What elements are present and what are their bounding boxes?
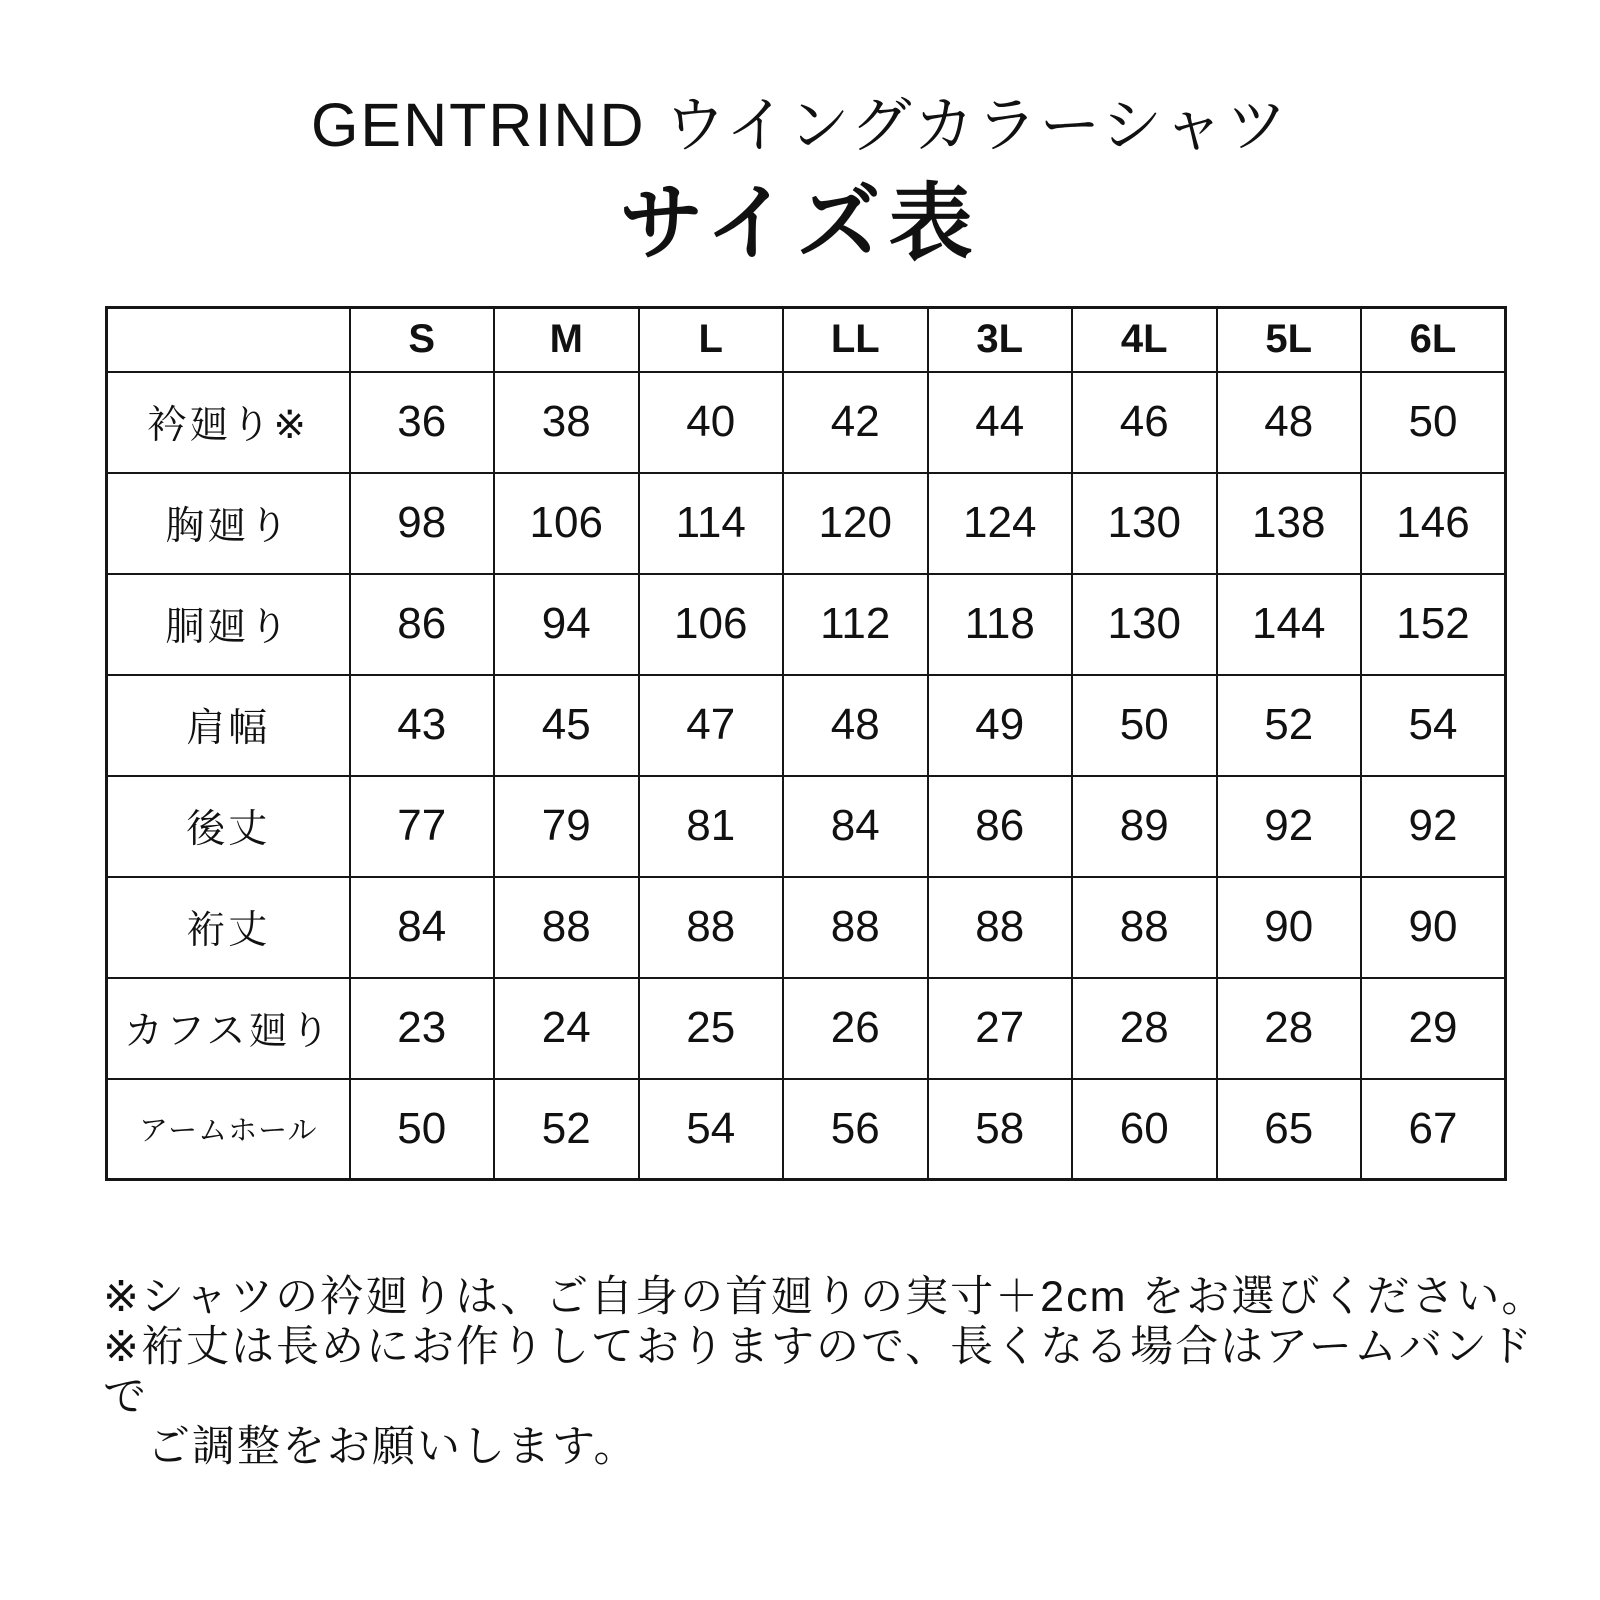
size-value-cell: 77 [350,776,495,877]
row-label: 胴廻り [107,574,350,675]
size-value-cell: 88 [1072,877,1217,978]
size-value-cell: 25 [639,978,784,1079]
size-value-cell: 60 [1072,1079,1217,1180]
size-value-cell: 43 [350,675,495,776]
size-value-cell: 106 [639,574,784,675]
size-value-cell: 40 [639,372,784,473]
corner-cell [107,308,350,372]
size-value-cell: 27 [928,978,1073,1079]
size-value-cell: 50 [350,1079,495,1180]
size-value-cell: 88 [494,877,639,978]
note-sleeve-length: ※裄丈は長めにお作りしておりますので、長くなる場合はアームバンドで [103,1323,1534,1421]
size-value-cell: 28 [1072,978,1217,1079]
size-value-cell: 106 [494,473,639,574]
size-value-cell: 54 [639,1079,784,1180]
size-value-cell: 94 [494,574,639,675]
size-value-cell: 92 [1217,776,1362,877]
size-table [105,306,1507,1181]
size-column-header: 4L [1072,308,1217,372]
size-value-cell: 42 [783,372,928,473]
size-value-cell: 58 [928,1079,1073,1180]
page-subtitle: サイズ表 [619,176,981,270]
size-column-header: S [350,308,495,372]
size-value-cell: 92 [1361,776,1506,877]
size-value-cell: 90 [1361,877,1506,978]
size-table-header-row [107,308,1506,372]
row-label: カフス廻り [107,978,350,1079]
size-value-cell: 49 [928,675,1073,776]
row-label: 胸廻り [107,473,350,574]
size-value-cell: 45 [494,675,639,776]
size-value-cell: 54 [1361,675,1506,776]
size-value-cell: 90 [1217,877,1362,978]
size-value-cell: 118 [928,574,1073,675]
size-value-cell: 56 [783,1079,928,1180]
page-title: GENTRIND ウイングカラーシャツ [310,91,1289,159]
size-value-cell: 88 [639,877,784,978]
row-label: 裄丈 [107,877,350,978]
size-value-cell: 124 [928,473,1073,574]
table-row [107,1079,1506,1180]
row-label: 後丈 [107,776,350,877]
size-table-head [107,308,1506,372]
size-value-cell: 38 [494,372,639,473]
size-value-cell: 50 [1361,372,1506,473]
note-collar-sizing: ※シャツの衿廻りは、ご自身の首廻りの実寸＋2cm をお選びください。 [103,1273,1547,1321]
table-row [107,877,1506,978]
size-column-header: 5L [1217,308,1362,372]
table-row [107,675,1506,776]
size-value-cell: 44 [928,372,1073,473]
table-row [107,372,1506,473]
size-value-cell: 24 [494,978,639,1079]
table-row [107,978,1506,1079]
size-value-cell: 130 [1072,473,1217,574]
note-sleeve-length-continued: ご調整をお願いします。 [147,1423,639,1471]
size-value-cell: 152 [1361,574,1506,675]
size-value-cell: 120 [783,473,928,574]
size-column-header: M [494,308,639,372]
size-value-cell: 47 [639,675,784,776]
size-value-cell: 84 [350,877,495,978]
size-value-cell: 88 [783,877,928,978]
table-row [107,473,1506,574]
row-label: アームホール [107,1079,350,1180]
size-value-cell: 79 [494,776,639,877]
footnotes [103,1272,1553,1472]
size-value-cell: 88 [928,877,1073,978]
size-value-cell: 65 [1217,1079,1362,1180]
size-value-cell: 86 [928,776,1073,877]
size-value-cell: 98 [350,473,495,574]
size-value-cell: 112 [783,574,928,675]
size-value-cell: 114 [639,473,784,574]
size-table-body [107,372,1506,1180]
size-value-cell: 52 [1217,675,1362,776]
row-label: 衿廻り※ [107,372,350,473]
size-value-cell: 144 [1217,574,1362,675]
size-value-cell: 28 [1217,978,1362,1079]
size-value-cell: 146 [1361,473,1506,574]
size-value-cell: 36 [350,372,495,473]
size-value-cell: 52 [494,1079,639,1180]
size-value-cell: 130 [1072,574,1217,675]
size-value-cell: 67 [1361,1079,1506,1180]
size-value-cell: 86 [350,574,495,675]
size-column-header: 6L [1361,308,1506,372]
size-value-cell: 48 [783,675,928,776]
size-value-cell: 138 [1217,473,1362,574]
size-column-header: LL [783,308,928,372]
row-label: 肩幅 [107,675,350,776]
table-row [107,776,1506,877]
size-column-header: L [639,308,784,372]
size-value-cell: 46 [1072,372,1217,473]
size-column-header: 3L [928,308,1073,372]
size-value-cell: 23 [350,978,495,1079]
size-value-cell: 48 [1217,372,1362,473]
size-value-cell: 84 [783,776,928,877]
size-value-cell: 29 [1361,978,1506,1079]
size-value-cell: 89 [1072,776,1217,877]
size-value-cell: 50 [1072,675,1217,776]
size-value-cell: 81 [639,776,784,877]
size-value-cell: 26 [783,978,928,1079]
table-row [107,574,1506,675]
